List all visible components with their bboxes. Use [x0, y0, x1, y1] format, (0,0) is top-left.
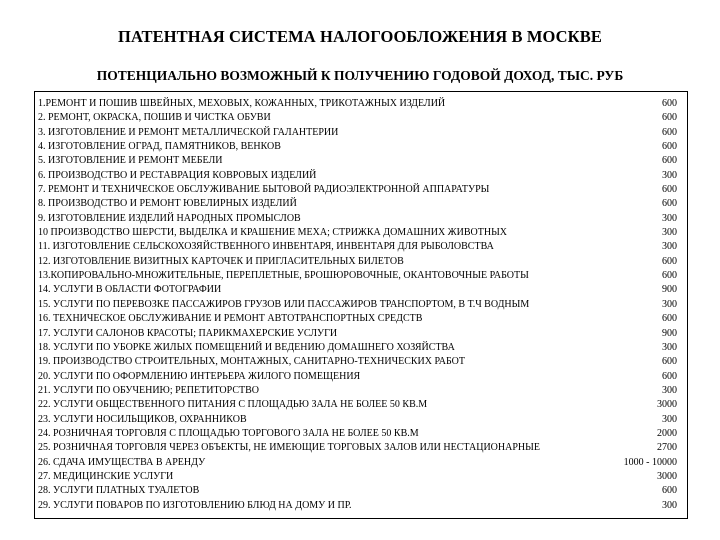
- income-value: 2700: [657, 442, 677, 454]
- list-item: [38, 197, 682, 211]
- activity-label: 7. РЕМОНТ И ТЕХНИЧЕСКОЕ ОБСЛУЖИВАНИЕ БЫТОВОЙ РАДИОЭЛЕКТРОННОЙ АППАРАТУРЫ: [38, 184, 490, 196]
- activity-label: 28. УСЛУГИ ПЛАТНЫХ ТУАЛЕТОВ: [38, 485, 200, 497]
- activity-label: 19. ПРОИЗВОДСТВО СТРОИТЕЛЬНЫХ, МОНТАЖНЫХ, САНИТАРНО-ТЕХНИЧЕСКИХ РАБОТ: [38, 356, 465, 368]
- list-item: [38, 341, 682, 355]
- income-value: 600: [662, 98, 677, 109]
- income-value: 300: [662, 298, 677, 310]
- list-item: [38, 441, 682, 455]
- list-item: [38, 470, 682, 484]
- income-value: 300: [662, 499, 677, 511]
- income-value: 300: [662, 341, 677, 353]
- list-item: [38, 226, 682, 240]
- list-item: [38, 312, 682, 326]
- list-item: [38, 427, 682, 441]
- activity-label: 18. УСЛУГИ ПО УБОРКЕ ЖИЛЫХ ПОМЕЩЕНИЙ И ВЕДЕНИЮ ДОМАШНЕГО ХОЗЯЙСТВА: [38, 341, 455, 353]
- income-value: 1000 - 10000: [623, 456, 677, 468]
- activity-label: 15. УСЛУГИ ПО ПЕРЕВОЗКЕ ПАССАЖИРОВ ГРУЗОВ ИЛИ ПАССАЖИРОВ ТРАНСПОРТОМ, В Т.Ч ВОДНЫМ: [38, 298, 530, 310]
- activity-label: 26. СДАЧА ИМУЩЕСТВА В АРЕНДУ: [38, 456, 206, 468]
- activity-label: 3. ИЗГОТОВЛЕНИЕ И РЕМОНТ МЕТАЛЛИЧЕСКОЙ ГАЛАНТЕРИИ: [38, 126, 339, 138]
- activity-label: 25. РОЗНИЧНАЯ ТОРГОВЛЯ ЧЕРЕЗ ОБЪЕКТЫ, НЕ ИМЕЮЩИЕ ТОРГОВЫХ ЗАЛОВ ИЛИ НЕСТАЦИОНАРНЫЕ: [38, 442, 540, 454]
- income-value: 600: [662, 184, 677, 196]
- income-value: 2000: [657, 427, 677, 439]
- list-item: [38, 111, 682, 125]
- list-item: [38, 154, 682, 168]
- list-item: [38, 212, 682, 226]
- list-item: [38, 327, 682, 341]
- income-value: 600: [662, 255, 677, 267]
- income-value: 600: [662, 270, 677, 282]
- income-value: 600: [662, 126, 677, 138]
- list-item: [38, 240, 682, 254]
- list-item: [38, 398, 682, 412]
- list-item: [38, 269, 682, 283]
- income-value: 300: [662, 413, 677, 425]
- activity-label: 17. УСЛУГИ САЛОНОВ КРАСОТЫ; ПАРИКМАХЕРСКИЕ УСЛУГИ: [38, 327, 338, 339]
- list-item: [38, 413, 682, 427]
- activity-label: 2. РЕМОНТ, ОКРАСКА, ПОШИВ И ЧИСТКА ОБУВИ: [38, 112, 271, 124]
- page-subtitle: ПОТЕНЦИАЛЬНО ВОЗМОЖНЫЙ К ПОЛУЧЕНИЮ ГОДОВОЙ ДОХОД, ТЫС. РУБ: [96, 68, 624, 83]
- income-value: 900: [662, 327, 677, 339]
- list-item: [38, 183, 682, 197]
- page-title: ПАТЕНТНАЯ СИСТЕМА НАЛОГООБЛОЖЕНИЯ В МОСКВЕ: [118, 27, 602, 46]
- income-value: 600: [662, 112, 677, 124]
- activity-label: 12. ИЗГОТОВЛЕНИЕ ВИЗИТНЫХ КАРТОЧЕК И ПРИГЛАСИТЕЛЬНЫХ БИЛЕТОВ: [38, 255, 404, 267]
- income-value: 600: [662, 356, 677, 368]
- activity-label: 21. УСЛУГИ ПО ОБУЧЕНИЮ; РЕПЕТИТОРСТВО: [38, 384, 259, 396]
- list-item: [38, 355, 682, 369]
- list-item: [38, 126, 682, 140]
- list-item: [38, 298, 682, 312]
- list-item: [38, 97, 682, 111]
- list-item: [38, 255, 682, 269]
- activity-label: 23. УСЛУГИ НОСИЛЬЩИКОВ, ОХРАННИКОВ: [38, 413, 247, 425]
- list-item: [38, 499, 682, 513]
- list-item: [38, 370, 682, 384]
- income-value: 3000: [657, 399, 677, 411]
- income-value: 300: [662, 169, 677, 181]
- list-item: [38, 456, 682, 470]
- activity-label: 4. ИЗГОТОВЛЕНИЕ ОГРАД, ПАМЯТНИКОВ, ВЕНКОВ: [38, 141, 281, 153]
- activity-label: 11. ИЗГОТОВЛЕНИЕ СЕЛЬСКОХОЗЯЙСТВЕННОГО ИНВЕНТАРЯ, ИНВЕНТАРЯ ДЛЯ РЫБОЛОВСТВА: [38, 241, 494, 253]
- list-item: [38, 484, 682, 498]
- income-value: 600: [662, 313, 677, 325]
- income-value: 300: [662, 241, 677, 253]
- activity-label: 24. РОЗНИЧНАЯ ТОРГОВЛЯ С ПЛОЩАДЬЮ ТОРГОВОГО ЗАЛА НЕ БОЛЕЕ 50 КВ.М: [38, 427, 419, 439]
- income-value: 300: [662, 227, 677, 239]
- list-item: [38, 283, 682, 297]
- activity-label: 6. ПРОИЗВОДСТВО И РЕСТАВРАЦИЯ КОВРОВЫХ ИЗДЕЛИЙ: [38, 169, 317, 181]
- income-value: 3000: [657, 470, 677, 482]
- income-value: 300: [662, 384, 677, 396]
- list-item: [38, 384, 682, 398]
- activity-label: 13.КОПИРОВАЛЬНО-МНОЖИТЕЛЬНЫЕ, ПЕРЕПЛЕТНЫЕ, БРОШЮРОВОЧНЫЕ, ОКАНТОВОЧНЫЕ РАБОТЫ: [38, 270, 529, 282]
- activity-label: 10 ПРОИЗВОДСТВО ШЕРСТИ, ВЫДЕЛКА И КРАШЕНИЕ МЕХА; СТРИЖКА ДОМАШНИХ ЖИВОТНЫХ: [38, 227, 508, 239]
- list-item: [38, 140, 682, 154]
- income-value: 600: [662, 141, 677, 153]
- activity-list: [38, 97, 682, 513]
- income-value: 600: [662, 370, 677, 382]
- activity-label: 14. УСЛУГИ В ОБЛАСТИ ФОТОГРАФИИ: [38, 284, 222, 296]
- income-value: 300: [662, 212, 677, 224]
- activity-label: 27. МЕДИЦИНСКИЕ УСЛУГИ: [38, 470, 174, 482]
- activity-label: 20. УСЛУГИ ПО ОФОРМЛЕНИЮ ИНТЕРЬЕРА ЖИЛОГО ПОМЕЩЕНИЯ: [38, 370, 361, 382]
- list-item: [38, 169, 682, 183]
- activity-label: 16. ТЕХНИЧЕСКОЕ ОБСЛУЖИВАНИЕ И РЕМОНТ АВТОТРАНСПОРТНЫХ СРЕДСТВ: [38, 313, 423, 325]
- activity-label: 9. ИЗГОТОВЛЕНИЕ ИЗДЕЛИЙ НАРОДНЫХ ПРОМЫСЛОВ: [38, 212, 301, 224]
- income-value: 600: [662, 155, 677, 167]
- activity-label: 22. УСЛУГИ ОБЩЕСТВЕННОГО ПИТАНИЯ С ПЛОЩАДЬЮ ЗАЛА НЕ БОЛЕЕ 50 КВ.М: [38, 399, 428, 411]
- activity-label: 1.РЕМОНТ И ПОШИВ ШВЕЙНЫХ, МЕХОВЫХ, КОЖАННЫХ, ТРИКОТАЖНЫХ ИЗДЕЛИЙ: [38, 98, 446, 109]
- activity-label: 5. ИЗГОТОВЛЕНИЕ И РЕМОНТ МЕБЕЛИ: [38, 155, 223, 167]
- income-value: 900: [662, 284, 677, 296]
- activity-label: 29. УСЛУГИ ПОВАРОВ ПО ИЗГОТОВЛЕНИЮ БЛЮД НА ДОМУ И ПР.: [38, 499, 352, 511]
- income-value: 600: [662, 485, 677, 497]
- income-value: 600: [662, 198, 677, 210]
- activity-label: 8. ПРОИЗВОДСТВО И РЕМОНТ ЮВЕЛИРНЫХ ИЗДЕЛИЙ: [38, 198, 297, 210]
